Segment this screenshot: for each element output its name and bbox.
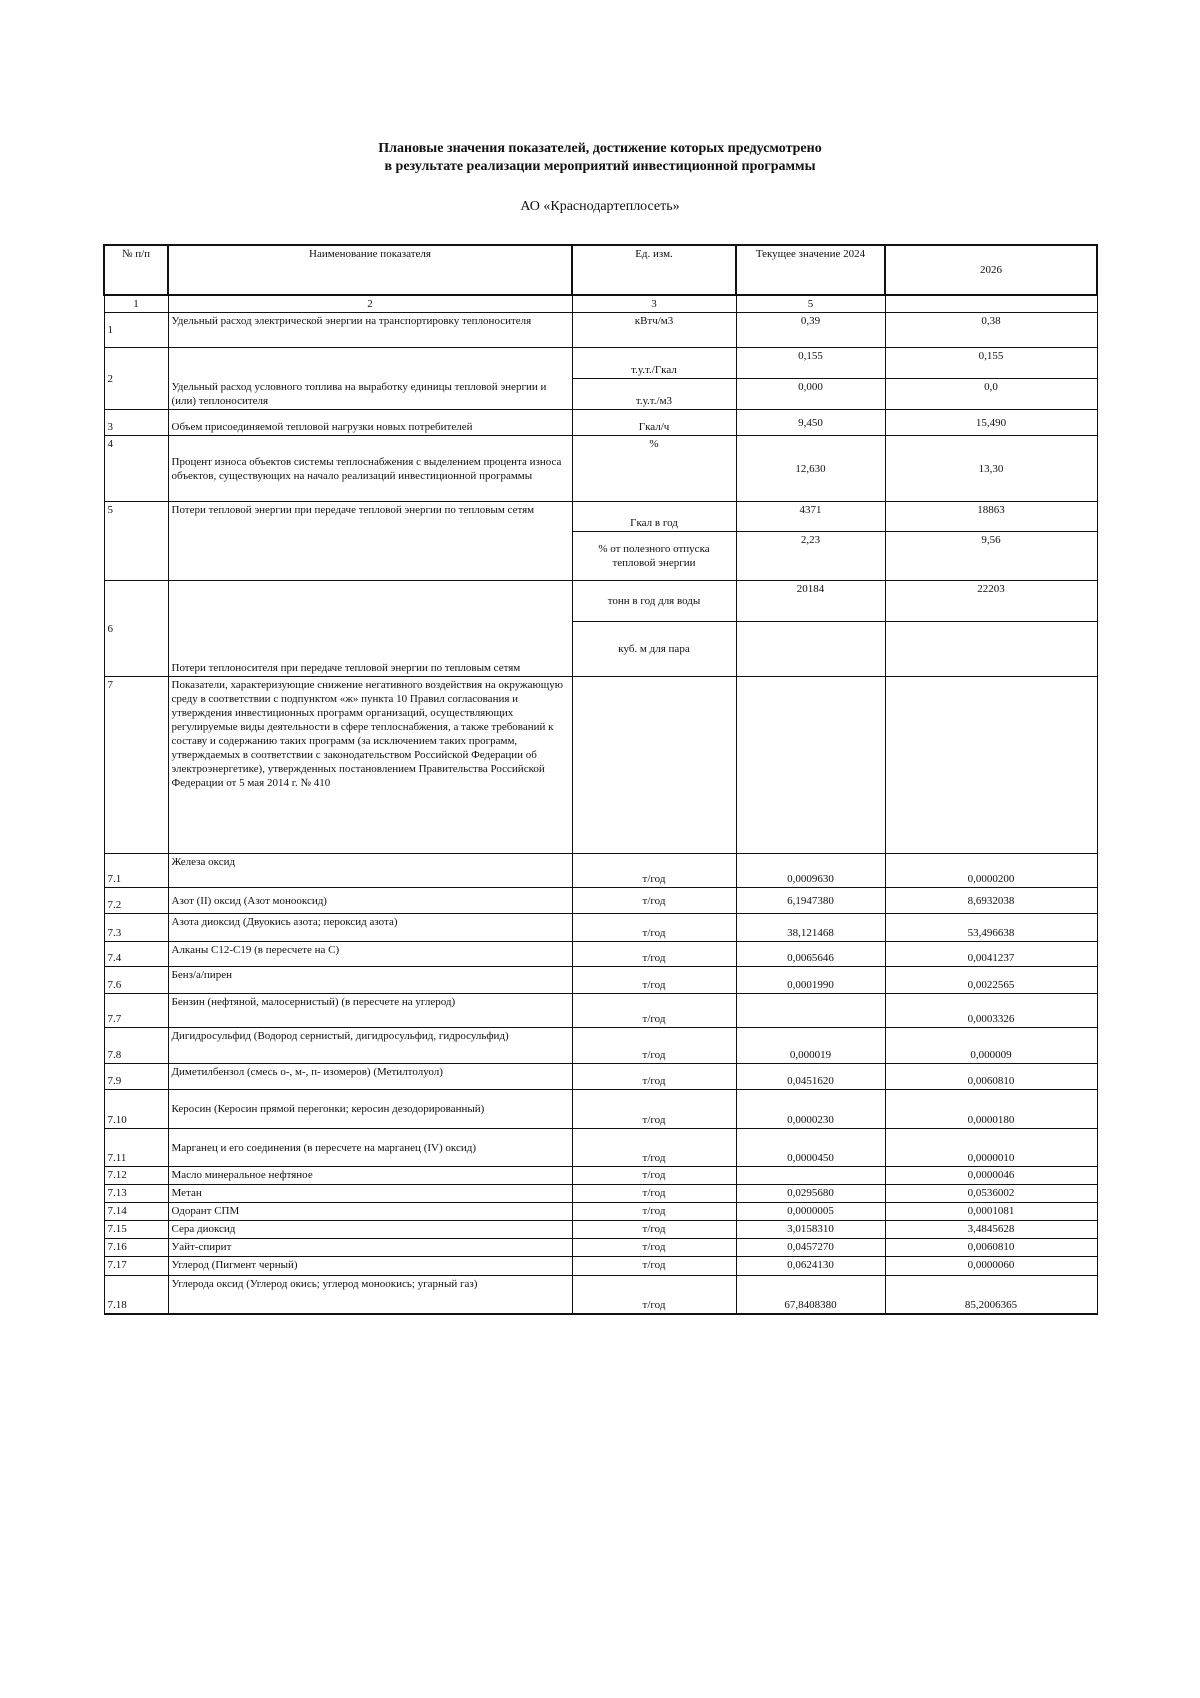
row-num: 7.9	[104, 1064, 168, 1090]
row-unit: т/год	[572, 1276, 736, 1314]
row-unit: т/год	[572, 1239, 736, 1257]
row-name: Марганец и его соединения (в пересчете на марганец (IV) оксид)	[168, 1129, 572, 1167]
row-unit: т/год	[572, 1257, 736, 1276]
row-unit: т/год	[572, 1221, 736, 1239]
table-header-row	[104, 245, 1097, 295]
title-line-1: Плановые значения показателей, достижение которых предусмотрено	[378, 141, 822, 156]
row-num: 1	[104, 313, 168, 348]
colnum-3: 3	[572, 295, 736, 313]
row-num: 7.12	[104, 1167, 168, 1185]
row-target: 3,4845628	[885, 1221, 1097, 1239]
table-row	[104, 1028, 1097, 1064]
table-row	[104, 1129, 1097, 1167]
row-target: 18863	[885, 502, 1097, 532]
row-unit: т.у.т./м3	[572, 379, 736, 410]
row-current: 6,1947380	[736, 888, 885, 914]
row-target: 0,0000200	[885, 854, 1097, 888]
row-name: Объем присоединяемой тепловой нагрузки новых потребителей	[168, 410, 572, 436]
row-current: 0,0295680	[736, 1185, 885, 1203]
row-name: Диметилбензол (смесь о-, м-, п- изомеров) (Метилтолуол)	[168, 1064, 572, 1090]
row-num: 7.10	[104, 1090, 168, 1129]
row-target: 0,38	[885, 313, 1097, 348]
row-current: 0,0009630	[736, 854, 885, 888]
table-row	[104, 942, 1097, 967]
row-name: Метан	[168, 1185, 572, 1203]
row-num: 7.11	[104, 1129, 168, 1167]
table-row	[104, 1221, 1097, 1239]
row-current	[736, 677, 885, 854]
row-current	[736, 1167, 885, 1185]
row-name: Углерода оксид (Углерод окись; углерод моноокись; угарный газ)	[168, 1276, 572, 1314]
colnum-2: 2	[168, 295, 572, 313]
row-unit: т/год	[572, 1129, 736, 1167]
row-current: 0,0000005	[736, 1203, 885, 1221]
row-target: 0,000009	[885, 1028, 1097, 1064]
row-current: 0,0624130	[736, 1257, 885, 1276]
row-unit: куб. м для пара	[572, 622, 736, 677]
row-unit: т/год	[572, 1185, 736, 1203]
row-current: 0,155	[736, 348, 885, 379]
row-target: 0,0000060	[885, 1257, 1097, 1276]
table-row	[104, 410, 1097, 436]
row-unit: %	[572, 436, 736, 502]
table-row	[104, 581, 1097, 622]
row-current	[736, 994, 885, 1028]
row-name: Процент износа объектов системы теплоснабжения с выделением процента износа объектов, существующих на начало реализаций инвестиционной программы	[168, 436, 572, 502]
row-num: 7.3	[104, 914, 168, 942]
row-name: Бензин (нефтяной, малосернистый) (в пересчете на углерод)	[168, 994, 572, 1028]
table-row	[104, 348, 1097, 379]
row-num: 7.2	[104, 888, 168, 914]
table-row	[104, 967, 1097, 994]
row-name: Потери тепловой энергии при передаче тепловой энергии по тепловым сетям	[168, 502, 572, 581]
row-name: Сера диоксид	[168, 1221, 572, 1239]
row-current: 4371	[736, 502, 885, 532]
table-row	[104, 436, 1097, 502]
colnum-empty	[885, 295, 1097, 313]
title-line-2: в результате реализации мероприятий инвестиционной программы	[384, 159, 816, 174]
row-current: 0,0000450	[736, 1129, 885, 1167]
row-unit: т/год	[572, 888, 736, 914]
header-name: Наименование показателя	[168, 245, 572, 295]
row-name: Дигидросульфид (Водород сернистый, дигидросульфид, гидросульфид)	[168, 1028, 572, 1064]
row-name: Бенз/а/пирен	[168, 967, 572, 994]
document-title	[0, 140, 1200, 176]
row-target: 0,155	[885, 348, 1097, 379]
table-row	[104, 1090, 1097, 1129]
row-num: 7.16	[104, 1239, 168, 1257]
header-current: Текущее значение 2024	[736, 245, 885, 295]
row-current: 0,0457270	[736, 1239, 885, 1257]
table-row	[104, 1185, 1097, 1203]
row-target: 0,0000180	[885, 1090, 1097, 1129]
row-name: Железа оксид	[168, 854, 572, 888]
row-num: 7.6	[104, 967, 168, 994]
row-name: Углерод (Пигмент черный)	[168, 1257, 572, 1276]
row-current	[736, 622, 885, 677]
row-current: 12,630	[736, 436, 885, 502]
row-target	[885, 677, 1097, 854]
row-target: 0,0060810	[885, 1064, 1097, 1090]
row-unit: % от полезного отпуска тепловой энергии	[572, 532, 736, 581]
row-target: 9,56	[885, 532, 1097, 581]
row-name: Уайт-спирит	[168, 1239, 572, 1257]
row-current: 0,0001990	[736, 967, 885, 994]
row-target: 8,6932038	[885, 888, 1097, 914]
table-row	[104, 1276, 1097, 1314]
organization-name: АО «Краснодартеплосеть»	[520, 199, 680, 214]
table-row	[104, 888, 1097, 914]
row-target: 22203	[885, 581, 1097, 622]
row-unit: т/год	[572, 914, 736, 942]
row-name: Показатели, характеризующие снижение негативного воздействия на окружающую среду в соответствии с подпунктом «ж» пункта 10 Правил согласования и утверждения инвестиционных программ организаций, осуществляющих регулируемые виды деятельности в сфере теплоснабжения, а также требований к составу и содержанию таких программ (за исключением таких программ, утверждаемых в соответствии с законодательством Российской Федерации об электроэнергетике), утвержденных постановлением Правительства Российской Федерации от 5 мая 2014 г. № 410	[168, 677, 572, 854]
row-unit: тонн в год для воды	[572, 581, 736, 622]
row-target: 15,490	[885, 410, 1097, 436]
row-name: Алканы С12-С19 (в пересчете на С)	[168, 942, 572, 967]
row-unit: т/год	[572, 1203, 736, 1221]
row-current: 0,000	[736, 379, 885, 410]
row-unit: Гкал/ч	[572, 410, 736, 436]
colnum-5: 5	[736, 295, 885, 313]
row-name: Масло минеральное нефтяное	[168, 1167, 572, 1185]
row-unit: т/год	[572, 1064, 736, 1090]
row-target: 0,0022565	[885, 967, 1097, 994]
row-num: 7.8	[104, 1028, 168, 1064]
row-target: 0,0041237	[885, 942, 1097, 967]
table-row	[104, 313, 1097, 348]
row-current: 67,8408380	[736, 1276, 885, 1314]
row-num: 2	[104, 348, 168, 410]
row-target: 0,0060810	[885, 1239, 1097, 1257]
row-num: 7.13	[104, 1185, 168, 1203]
row-name: Удельный расход условного топлива на выработку единицы тепловой энергии и (или) теплоносителя	[168, 348, 572, 410]
row-unit: т/год	[572, 942, 736, 967]
row-target: 0,0536002	[885, 1185, 1097, 1203]
row-current: 0,39	[736, 313, 885, 348]
row-num: 7.15	[104, 1221, 168, 1239]
row-target: 13,30	[885, 436, 1097, 502]
table-row	[104, 854, 1097, 888]
row-name: Удельный расход электрической энергии на транспортировку теплоносителя	[168, 313, 572, 348]
row-current: 20184	[736, 581, 885, 622]
row-unit: т/год	[572, 1028, 736, 1064]
colnum-1: 1	[104, 295, 168, 313]
row-target: 85,2006365	[885, 1276, 1097, 1314]
indicators-table	[103, 244, 1098, 1315]
row-target: 0,0	[885, 379, 1097, 410]
row-name: Потери теплоносителя при передаче тепловой энергии по тепловым сетям	[168, 581, 572, 677]
row-target: 0,0000046	[885, 1167, 1097, 1185]
row-unit: Гкал в год	[572, 502, 736, 532]
row-current: 0,0451620	[736, 1064, 885, 1090]
row-current: 9,450	[736, 410, 885, 436]
row-num: 7	[104, 677, 168, 854]
row-name: Керосин (Керосин прямой перегонки; керосин дезодорированный)	[168, 1090, 572, 1129]
header-unit: Ед. изм.	[572, 245, 736, 295]
header-num: № п/п	[104, 245, 168, 295]
row-target: 0,0000010	[885, 1129, 1097, 1167]
table-row	[104, 1257, 1097, 1276]
row-num: 7.18	[104, 1276, 168, 1314]
table-row	[104, 1203, 1097, 1221]
row-num: 4	[104, 436, 168, 502]
table-row	[104, 914, 1097, 942]
row-num: 7.4	[104, 942, 168, 967]
table-row	[104, 677, 1097, 854]
table-row	[104, 1167, 1097, 1185]
row-num: 6	[104, 581, 168, 677]
table-row	[104, 994, 1097, 1028]
row-current: 3,0158310	[736, 1221, 885, 1239]
table-row	[104, 502, 1097, 532]
row-name: Азота диоксид (Двуокись азота; пероксид азота)	[168, 914, 572, 942]
row-target: 53,496638	[885, 914, 1097, 942]
row-num: 7.14	[104, 1203, 168, 1221]
row-num: 7.7	[104, 994, 168, 1028]
row-current: 2,23	[736, 532, 885, 581]
row-current: 0,0065646	[736, 942, 885, 967]
row-unit: т.у.т./Гкал	[572, 348, 736, 379]
row-current: 0,0000230	[736, 1090, 885, 1129]
row-unit: т/год	[572, 1090, 736, 1129]
row-unit: т/год	[572, 854, 736, 888]
row-current: 0,000019	[736, 1028, 885, 1064]
row-target	[885, 622, 1097, 677]
row-unit	[572, 677, 736, 854]
column-numbers-row	[104, 295, 1097, 313]
row-target: 0,0001081	[885, 1203, 1097, 1221]
table-row	[104, 1064, 1097, 1090]
row-unit: т/год	[572, 1167, 736, 1185]
row-num: 5	[104, 502, 168, 581]
row-num: 7.17	[104, 1257, 168, 1276]
row-unit: т/год	[572, 994, 736, 1028]
table-row	[104, 1239, 1097, 1257]
row-unit: т/год	[572, 967, 736, 994]
header-target: 2026	[885, 245, 1097, 295]
row-unit: кВтч/м3	[572, 313, 736, 348]
row-current: 38,121468	[736, 914, 885, 942]
row-target: 0,0003326	[885, 994, 1097, 1028]
row-num: 7.1	[104, 854, 168, 888]
row-num: 3	[104, 410, 168, 436]
row-name: Одорант СПМ	[168, 1203, 572, 1221]
row-name: Азот (II) оксид (Азот монооксид)	[168, 888, 572, 914]
